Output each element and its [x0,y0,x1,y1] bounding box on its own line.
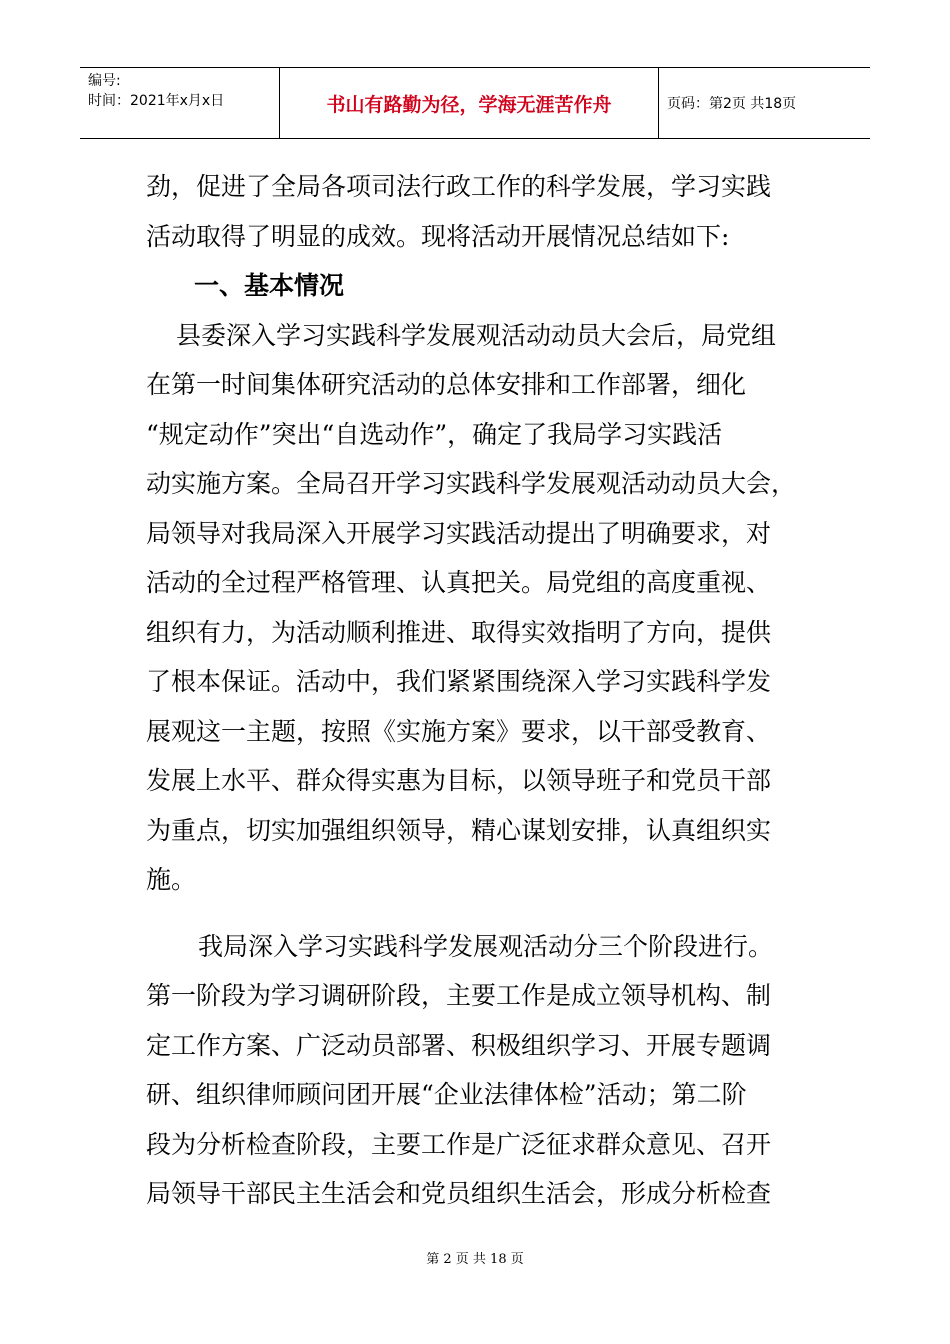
header-page-code: 页码：第2页 共18页 [667,96,797,112]
paragraph-line: 施。 [146,865,197,894]
paragraph-line: 了根本保证。活动中，我们紧紧围绕深入学习实践科学发 [146,667,772,696]
time-label: 时间：2021年x月x日 [88,93,225,109]
paragraph-line: “规定动作”突出“自选动作”，确定了我局学习实践活 [146,419,723,449]
intro-line: 活动取得了明显的成效。现将活动开展情况总结如下: [146,221,730,251]
paragraph-line: 定工作方案、广泛动员部署、积极组织学习、开展专题调 [146,1030,772,1060]
header-meta [80,68,280,138]
intro-line: 劲，促进了全局各项司法行政工作的科学发展，学习实践 [146,172,772,201]
paragraph-line: 我局深入学习实践科学发展观活动分三个阶段进行。 [198,931,774,961]
document-body [146,162,806,1219]
page-header [80,67,870,139]
page-footer: 第 2 页 共 18 页 [426,1252,524,1267]
paragraph-line: 为重点，切实加强组织领导，精心谋划安排，认真组织实 [146,815,772,845]
paragraph-line: 研、组织律师顾问团开展“企业法律体检”活动；第二阶 [146,1080,747,1109]
paragraph-line: 段为分析检查阶段，主要工作是广泛征求群众意见、召开 [146,1129,772,1159]
section-heading: 一、基本情况 [194,271,345,300]
paragraph-line: 展观这一主题，按照《实施方案》要求，以干部受教育、 [146,716,772,746]
paragraph-line: 发展上水平、群众得实惠为目标，以领导班子和党员干部 [146,766,772,795]
paragraph-line: 县委深入学习实践科学发展观活动动员大会后，局党组 [176,320,777,350]
paragraph-line: 组织有力，为活动顺利推进、取得实效指明了方向，提供 [146,617,772,647]
paragraph-line: 局领导对我局深入开展学习实践活动提出了明确要求，对 [146,518,772,548]
paragraph-line: 动实施方案。全局召开学习实践科学发展观活动动员大会， [146,469,797,498]
paragraph-gap [146,905,806,922]
paragraph-line: 活动的全过程严格管理、认真把关。局党组的高度重视、 [146,568,772,597]
header-motto: 书山有路勤为径，学海无涯苦作舟 [280,68,659,138]
paragraph-line: 在第一时间集体研究活动的总体安排和工作部署，细化 [146,370,747,399]
paragraph-line: 局领导干部民主生活会和党员组织生活会，形成分析检查 [146,1179,772,1208]
paragraph-line: 第一阶段为学习调研阶段，主要工作是成立领导机构、制 [146,981,772,1010]
number-label: 编号: [88,73,121,89]
